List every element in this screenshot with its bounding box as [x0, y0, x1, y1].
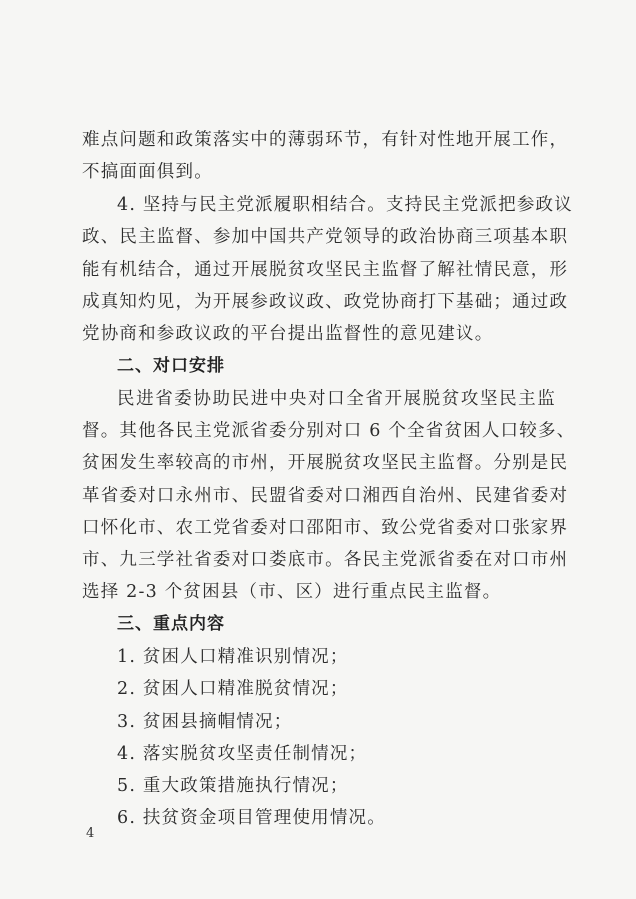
- text-line: 贫困发生率较高的市州，开展脱贫攻坚民主监督。分别是民: [82, 453, 569, 473]
- text-line: 党协商和参政议政的平台提出监督性的意见建议。: [82, 324, 494, 344]
- list-item: 3. 贫困县摘帽情况；: [117, 712, 293, 732]
- text-line: 选择 2-3 个贫困县（市、区）进行重点民主监督。: [82, 582, 502, 602]
- section-heading: 二、对口安排: [117, 356, 225, 376]
- section-heading: 三、重点内容: [117, 614, 225, 634]
- text-line: 市、九三学社省委对口娄底市。各民主党派省委在对口市州: [82, 550, 569, 570]
- text-line: 政、民主监督、参加中国共产党领导的政治协商三项基本职: [82, 227, 569, 247]
- text-line: 口怀化市、农工党省委对口邵阳市、致公党省委对口张家界: [82, 518, 569, 538]
- text-line: 不搞面面俱到。: [82, 162, 213, 182]
- text-line: 督。其他各民主党派省委分别对口 6 个全省贫困人口较多、: [82, 421, 576, 441]
- list-item: 6. 扶贫资金项目管理使用情况。: [117, 808, 386, 828]
- text-line: 成真知灼见，为开展参政议政、政党协商打下基础；通过政: [82, 292, 569, 312]
- text-line: 4. 坚持与民主党派履职相结合。支持民主党派把参政议: [117, 195, 573, 215]
- list-item: 1. 贫困人口精准识别情况；: [117, 647, 349, 667]
- list-item: 2. 贫困人口精准脱贫情况；: [117, 679, 349, 699]
- text-line: 难点问题和政策落实中的薄弱环节，有针对性地开展工作，: [82, 130, 569, 150]
- list-item: 4. 落实脱贫攻坚责任制情况；: [117, 744, 368, 764]
- page-number: 4: [86, 826, 95, 841]
- text-line: 革省委对口永州市、民盟省委对口湘西自治州、民建省委对: [82, 486, 569, 506]
- text-line: 能有机结合，通过开展脱贫攻坚民主监督了解社情民意，形: [82, 260, 569, 280]
- text-line: 民进省委协助民进中央对口全省开展脱贫攻坚民主监: [117, 389, 556, 409]
- list-item: 5. 重大政策措施执行情况；: [117, 776, 349, 796]
